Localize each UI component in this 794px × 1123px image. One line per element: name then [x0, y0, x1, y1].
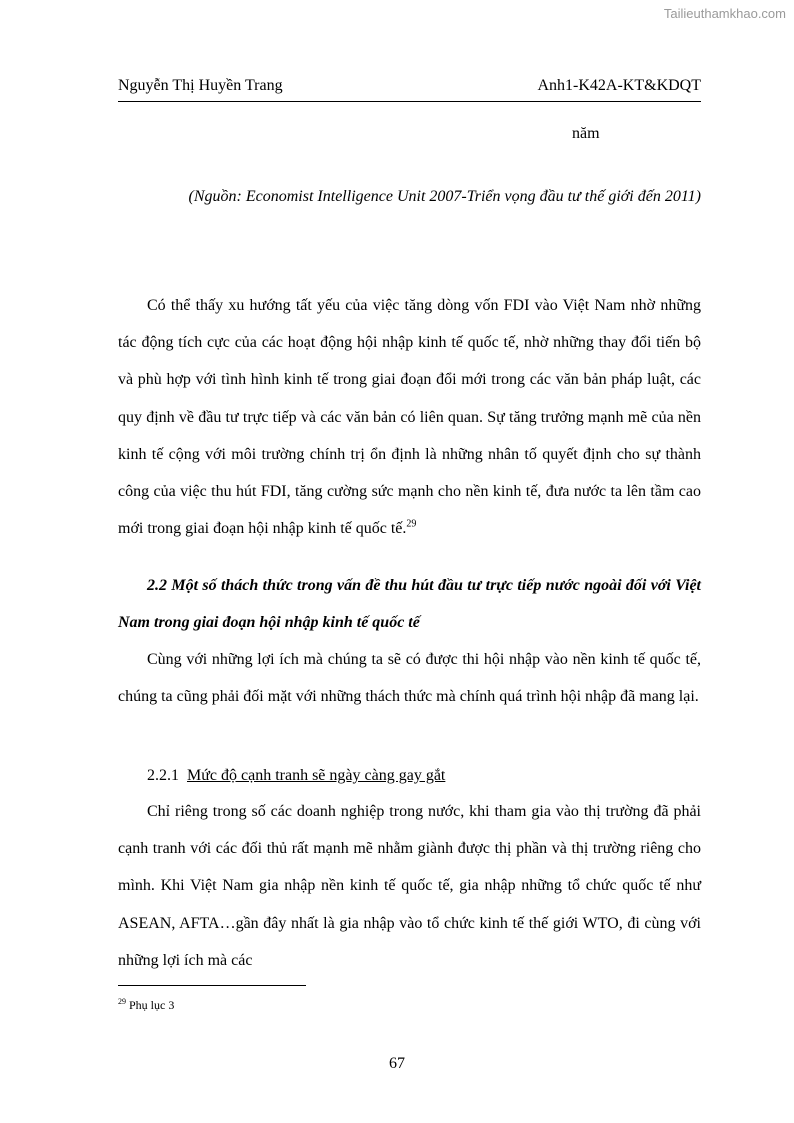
page-number: 67	[389, 1055, 405, 1072]
footnote-text: Phụ lục 3	[129, 998, 175, 1012]
paragraph-competition: Chỉ riêng trong số các doanh nghiệp trong nước, khi tham gia vào thị trường đã phải cạnh tranh với các đối thủ rất mạnh mẽ nhằm giành được thị phần và thị trường riêng cho mình. Khi Việt Nam gia nhập nền kinh tế quốc tế, gia nhập những tổ chức quốc tế như ASEAN, AFTA…gần đây nhất là gia nhập vào tổ chức kinh tế thế giới WTO, đi cùng với những lợi ích mà các	[118, 803, 701, 969]
watermark: Tailieuthamkhao.com	[663, 6, 786, 21]
footnote-ref[interactable]: 29	[406, 518, 417, 530]
header-class-code: Anh1-K42A-KT&KDQT	[537, 77, 701, 94]
footnote-separator	[118, 985, 306, 986]
paragraph-fdi-trend-text: Có thể thấy xu hướng tất yếu của việc tăng dòng vốn FDI vào Việt Nam nhờ những tác động tích cực của các hoạt động hội nhập kinh tế quốc tế, nhờ những thay đổi tiến bộ và phù hợp với tình hình kinh tế trong giai đoạn đổi mới trong các văn bản pháp luật, các quy định về đầu tư trực tiếp và các văn bản có liên quan. Sự tăng trưởng mạnh mẽ của nền kinh tế cộng với môi trường chính trị ổn định là những nhân tố quyết định cho sự thành công của việc thu hút FDI, tăng cường sức mạnh cho nền kinh tế, đưa nước ta lên tầm cao mới trong giai đoạn hội nhập kinh tế quốc tế.	[118, 297, 701, 538]
table-continuation-text: năm	[572, 125, 600, 142]
paragraph-challenges-intro: Cùng với những lợi ích mà chúng ta sẽ có được thi hội nhập vào nền kinh tế quốc tế, chúng ta cũng phải đối mặt với những thách thức mà chính quá trình hội nhập đã mang lại.	[118, 651, 701, 706]
subsection-title: Mức độ cạnh tranh sẽ ngày càng gay gắt	[187, 767, 446, 784]
subsection-number: 2.2.1	[147, 767, 179, 784]
footnote	[118, 998, 174, 1013]
section-heading: 2.2 Một số thách thức trong vấn đề thu hút đầu tư trực tiếp nước ngoài đối với Việt Nam trong giai đoạn hội nhập kinh tế quốc tế	[118, 577, 701, 632]
source-citation: (Nguồn: Economist Intelligence Unit 2007-Triển vọng đầu tư thế giới đến 2011)	[188, 188, 701, 205]
paragraph-fdi-trend	[118, 287, 701, 547]
header-author: Nguyễn Thị Huyền Trang	[118, 77, 283, 94]
subsection-heading	[147, 757, 445, 794]
page-header	[118, 77, 701, 102]
footnote-number: 29	[118, 997, 126, 1006]
